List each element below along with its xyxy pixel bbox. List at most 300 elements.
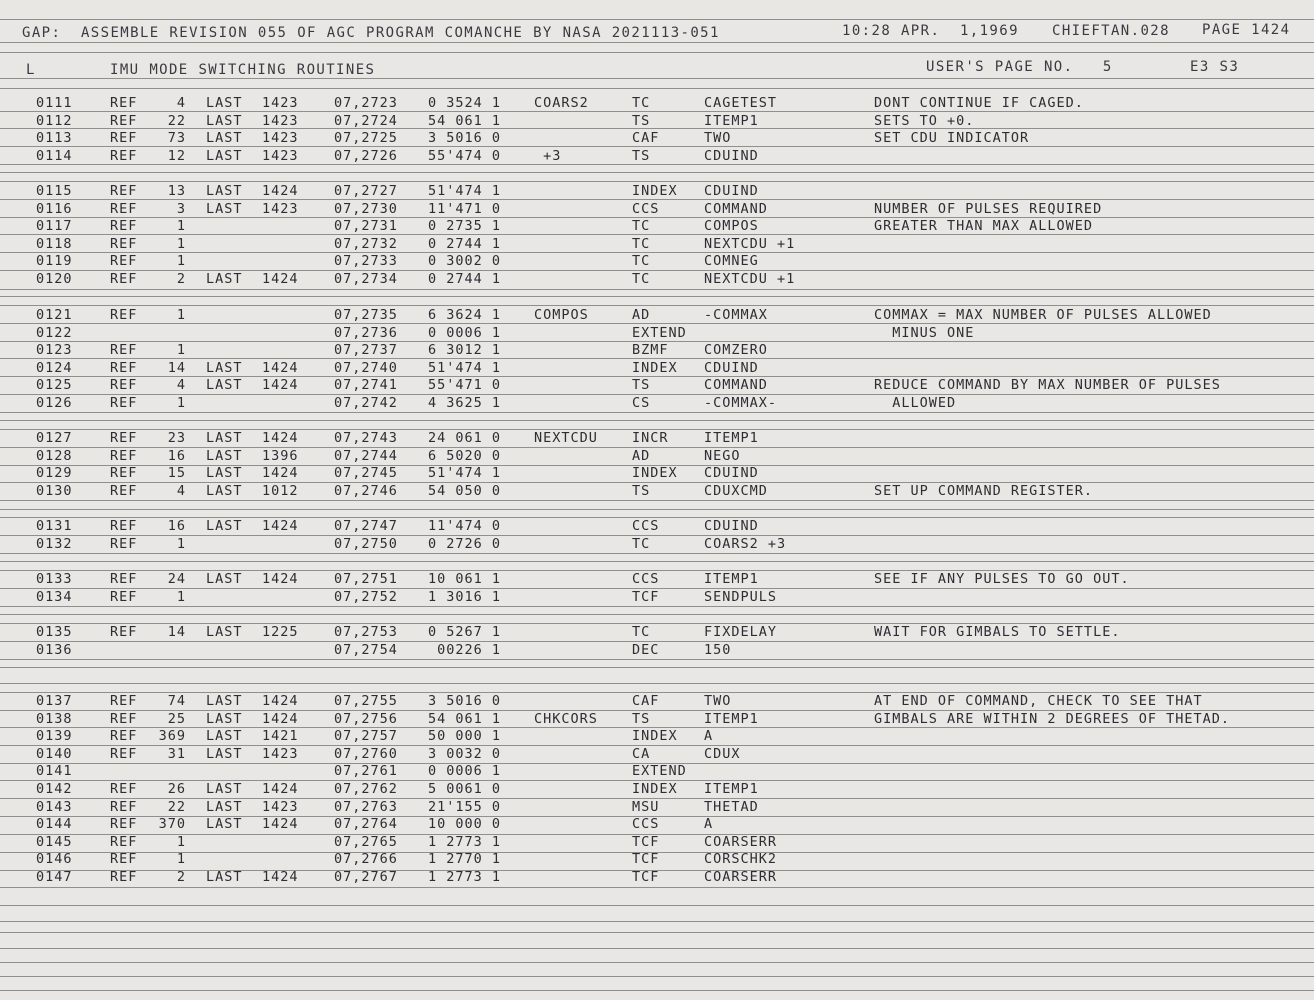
listing-seq: 0126: [36, 395, 73, 411]
listing-op: TC: [632, 235, 651, 252]
listing-operand: COARS2 +3: [704, 535, 787, 552]
listing-last: LAST: [206, 112, 243, 129]
listing-cnt: 23: [167, 430, 186, 446]
listing-seq: 0121: [36, 307, 73, 323]
listing-cnt: 4: [176, 482, 186, 499]
listing-lastn: 1423: [262, 798, 299, 815]
listing-operand: COMMAND: [704, 200, 768, 217]
ruled-line: [0, 172, 1314, 173]
listing-operand: 150: [704, 641, 732, 658]
listing-row: [0, 113, 1314, 131]
listing-lastn: 1423: [262, 130, 299, 147]
listing-lastn: 1424: [262, 816, 299, 833]
listing-ref: REF: [110, 342, 138, 359]
listing-title: GAP: ASSEMBLE REVISION 055 OF AGC PROGRAM COMANCHE BY NASA 2021113-051: [22, 25, 720, 41]
listing-cnt: 1: [176, 833, 186, 850]
listing-last: LAST: [206, 465, 243, 482]
listing-seq: 0123: [36, 342, 73, 359]
listing-seq: 0127: [36, 430, 73, 446]
listing-addr: 07,2766: [334, 851, 398, 868]
listing-comment: GREATER THAN MAX ALLOWED: [874, 218, 1094, 235]
listing-seq: 0147: [36, 869, 73, 885]
listing-cnt: 1: [176, 395, 186, 411]
listing-last: LAST: [206, 447, 243, 464]
listing-word: 0 0006 1: [428, 324, 502, 341]
listing-addr: 07,2764: [334, 816, 398, 833]
listing-operand: TWO: [704, 130, 732, 147]
listing-name: CHIEFTAN.028: [1052, 23, 1170, 39]
listing-word: 6 3012 1: [428, 342, 502, 359]
listing-row: [0, 377, 1314, 395]
listing-last: LAST: [206, 359, 243, 376]
listing-ref: REF: [110, 359, 138, 376]
listing-op: TCF: [632, 869, 660, 885]
listing-comment: COMMAX = MAX NUMBER OF PULSES ALLOWED: [874, 307, 1212, 323]
listing-word: 0 2726 0: [428, 535, 502, 552]
listing-row: [0, 518, 1314, 536]
listing-addr: 07,2723: [334, 95, 398, 111]
listing-lastn: 1225: [262, 624, 299, 640]
listing-addr: 07,2730: [334, 200, 398, 217]
listing-comment: SET UP COMMAND REGISTER.: [874, 482, 1094, 499]
listing-cnt: 14: [167, 359, 186, 376]
listing-lastn: 1424: [262, 359, 299, 376]
listing-lastn: 1424: [262, 377, 299, 394]
listing-op: DEC: [632, 641, 660, 658]
listing-label: COMPOS: [534, 307, 589, 323]
listing-ref: REF: [110, 798, 138, 815]
listing-time: 10:28 APR. 1,1969: [842, 23, 1019, 39]
listing-cnt: 2: [176, 271, 186, 287]
listing-op: TC: [632, 253, 651, 270]
listing-word: 6 5020 0: [428, 447, 502, 464]
listing-row: [0, 483, 1314, 501]
listing-op: TS: [632, 482, 651, 499]
listing-operand: CDUIND: [704, 359, 759, 376]
listing-cnt: 26: [167, 781, 186, 797]
user-page-number: USER'S PAGE NO. 5: [926, 59, 1113, 75]
listing-addr: 07,2755: [334, 693, 398, 709]
listing-operand: CDUIND: [704, 147, 759, 164]
listing-seq: 0137: [36, 693, 73, 709]
listing-operand: COMMAND: [704, 377, 768, 394]
listing-row: [0, 851, 1314, 869]
ruled-line: [0, 614, 1314, 615]
listing-cnt: 22: [167, 798, 186, 815]
listing-ref: REF: [110, 518, 138, 534]
listing-ref: REF: [110, 728, 138, 745]
listing-row: [0, 763, 1314, 781]
listing-cnt: 74: [167, 693, 186, 709]
listing-row: [0, 834, 1314, 852]
listing-lastn: 1424: [262, 430, 299, 446]
listing-cnt: 25: [167, 710, 186, 727]
listing-op: CCS: [632, 200, 660, 217]
listing-addr: 07,2752: [334, 588, 398, 605]
listing-addr: 07,2744: [334, 447, 398, 464]
listing-operand: CDUX: [704, 745, 741, 762]
listing-op: MSU: [632, 798, 660, 815]
listing-addr: 07,2760: [334, 745, 398, 762]
ruled-line: [0, 19, 1314, 20]
listing-word: 54 061 1: [428, 112, 502, 129]
listing-ref: REF: [110, 535, 138, 552]
listing-ref: REF: [110, 482, 138, 499]
section-code: E3 S3: [1190, 59, 1240, 75]
listing-addr: 07,2745: [334, 465, 398, 482]
listing-word: 3 0032 0: [428, 745, 502, 762]
listing-cnt: 4: [176, 95, 186, 111]
listing-row: [0, 711, 1314, 729]
listing-comment: SEE IF ANY PULSES TO GO OUT.: [874, 571, 1130, 587]
listing-lastn: 1424: [262, 183, 299, 199]
listing-ref: REF: [110, 781, 138, 797]
listing-op: AD: [632, 307, 651, 323]
ruled-line: [0, 289, 1314, 290]
listing-op: CAF: [632, 693, 660, 709]
ruled-line: [0, 181, 1314, 182]
listing-operand: ITEMP1: [704, 112, 759, 129]
listing-op: CCS: [632, 571, 660, 587]
listing-cnt: 2: [176, 869, 186, 885]
listing-addr: 07,2751: [334, 571, 398, 587]
listing-operand: SENDPULS: [704, 588, 778, 605]
listing-word: 50 000 1: [428, 728, 502, 745]
listing-ref: REF: [110, 112, 138, 129]
ruled-line: [0, 78, 1314, 79]
listing-seq: 0131: [36, 518, 73, 534]
listing-addr: 07,2746: [334, 482, 398, 499]
ruled-line: [0, 905, 1314, 906]
listing-label: +3: [534, 147, 562, 164]
listing-last: LAST: [206, 781, 243, 797]
listing-addr: 07,2741: [334, 377, 398, 394]
listing-row: [0, 465, 1314, 483]
listing-cnt: 16: [167, 518, 186, 534]
ruled-line: [0, 52, 1314, 53]
listing-ref: REF: [110, 147, 138, 164]
listing-op: CAF: [632, 130, 660, 147]
listing-lastn: 1424: [262, 571, 299, 587]
listing-seq: 0112: [36, 112, 73, 129]
listing-seq: 0146: [36, 851, 73, 868]
listing-seq: 0144: [36, 816, 73, 833]
listing-operand: -COMMAX-: [704, 395, 778, 411]
listing-row: [0, 642, 1314, 660]
listing-op: CCS: [632, 816, 660, 833]
ruled-line: [0, 948, 1314, 949]
listing-lastn: 1424: [262, 781, 299, 797]
listing-row: [0, 448, 1314, 466]
listing-op: TC: [632, 624, 651, 640]
listing-ref: REF: [110, 465, 138, 482]
listing-operand: NEXTCDU +1: [704, 271, 796, 287]
listing-cnt: 369: [158, 728, 186, 745]
listing-lastn: 1423: [262, 745, 299, 762]
listing-word: 1 2773 1: [428, 833, 502, 850]
listing-cnt: 31: [167, 745, 186, 762]
listing-word: 0 3002 0: [428, 253, 502, 270]
listing-operand: CDUIND: [704, 183, 759, 199]
listing-last: LAST: [206, 816, 243, 833]
listing-addr: 07,2765: [334, 833, 398, 850]
listing-operand: COARSERR: [704, 833, 778, 850]
listing-addr: 07,2724: [334, 112, 398, 129]
listing-cnt: 1: [176, 588, 186, 605]
listing-ref: REF: [110, 253, 138, 270]
listing-ref: REF: [110, 377, 138, 394]
ruled-line: [0, 921, 1314, 922]
listing-label: COARS2: [534, 95, 589, 111]
listing-ref: REF: [110, 833, 138, 850]
listing-word: 3 5016 0: [428, 130, 502, 147]
listing-op: TCF: [632, 588, 660, 605]
listing-lastn: 1423: [262, 95, 299, 111]
listing-word: 0 2744 1: [428, 235, 502, 252]
listing-word: 1 2770 1: [428, 851, 502, 868]
listing-row: [0, 130, 1314, 148]
listing-operand: CDUXCMD: [704, 482, 768, 499]
listing-row: [0, 201, 1314, 219]
listing-word: 55'474 0: [428, 147, 502, 164]
listing-row: [0, 781, 1314, 799]
listing-ref: REF: [110, 571, 138, 587]
listing-seq: 0135: [36, 624, 73, 640]
listing-op: TC: [632, 218, 651, 235]
listing-ref: REF: [110, 816, 138, 833]
listing-row: [0, 536, 1314, 554]
listing-lastn: 1423: [262, 147, 299, 164]
listing-word: 0 5267 1: [428, 624, 502, 640]
listing-seq: 0133: [36, 571, 73, 587]
listing-seq: 0113: [36, 130, 73, 147]
listing-word: 54 050 0: [428, 482, 502, 499]
listing-cnt: 22: [167, 112, 186, 129]
listing-comment: REDUCE COMMAND BY MAX NUMBER OF PULSES: [874, 377, 1221, 394]
listing-word: 6 3624 1: [428, 307, 502, 323]
listing-addr: 07,2726: [334, 147, 398, 164]
listing-seq: 0139: [36, 728, 73, 745]
listing-comment: SETS TO +0.: [874, 112, 975, 129]
listing-last: LAST: [206, 728, 243, 745]
listing-word: 0 2735 1: [428, 218, 502, 235]
listing-word: 0 2744 1: [428, 271, 502, 287]
listing-row: [0, 148, 1314, 166]
listing-seq: 0136: [36, 641, 73, 658]
listing-word: 11'474 0: [428, 518, 502, 534]
listing-op: CA: [632, 745, 651, 762]
listing-comment: MINUS ONE: [874, 324, 975, 341]
listing-last: LAST: [206, 624, 243, 640]
listing-row: [0, 869, 1314, 887]
listing-word: 55'471 0: [428, 377, 502, 394]
ruled-line: [0, 305, 1314, 306]
listing-operand: CAGETEST: [704, 95, 778, 111]
listing-lastn: 1424: [262, 518, 299, 534]
listing-last: LAST: [206, 482, 243, 499]
listing-row: [0, 342, 1314, 360]
listing-word: 00226 1: [428, 641, 502, 658]
listing-last: LAST: [206, 147, 243, 164]
listing-last: LAST: [206, 430, 243, 446]
listing-op: INDEX: [632, 781, 678, 797]
listing-comment: WAIT FOR GIMBALS TO SETTLE.: [874, 624, 1121, 640]
ruled-line: [0, 296, 1314, 297]
listing-word: 0 0006 1: [428, 763, 502, 780]
listing-seq: 0141: [36, 763, 73, 780]
ruled-line: [0, 932, 1314, 933]
listing-addr: 07,2756: [334, 710, 398, 727]
listing-op: INDEX: [632, 359, 678, 376]
listing-seq: 0132: [36, 535, 73, 552]
ruled-line: [0, 509, 1314, 510]
listing-row: [0, 693, 1314, 711]
listing-ref: REF: [110, 271, 138, 287]
listing-seq: 0120: [36, 271, 73, 287]
listing-word: 11'471 0: [428, 200, 502, 217]
ruled-line: [0, 976, 1314, 977]
listing-last: LAST: [206, 798, 243, 815]
listing-addr: 07,2747: [334, 518, 398, 534]
listing-row: [0, 430, 1314, 448]
listing-seq: 0119: [36, 253, 73, 270]
listing-cnt: 24: [167, 571, 186, 587]
listing-operand: CORSCHK2: [704, 851, 778, 868]
listing-comment: AT END OF COMMAND, CHECK TO SEE THAT: [874, 693, 1203, 709]
listing-last: LAST: [206, 869, 243, 885]
listing-seq: 0129: [36, 465, 73, 482]
listing-word: 51'474 1: [428, 183, 502, 199]
listing-operand: CDUIND: [704, 518, 759, 534]
listing-cnt: 1: [176, 253, 186, 270]
listing-addr: 07,2733: [334, 253, 398, 270]
listing-ref: REF: [110, 588, 138, 605]
listing-row: [0, 395, 1314, 413]
listing-operand: ITEMP1: [704, 430, 759, 446]
listing-comment: ALLOWED: [874, 395, 957, 411]
listing-row: [0, 571, 1314, 589]
listing-lastn: 1423: [262, 112, 299, 129]
listing-lastn: 1424: [262, 693, 299, 709]
listing-operand: NEXTCDU +1: [704, 235, 796, 252]
listing-operand: COMPOS: [704, 218, 759, 235]
listing-seq: 0114: [36, 147, 73, 164]
listing-word: 10 061 1: [428, 571, 502, 587]
listing-ref: REF: [110, 200, 138, 217]
listing-seq: 0138: [36, 710, 73, 727]
listing-word: 3 5016 0: [428, 693, 502, 709]
ruled-line: [0, 42, 1314, 43]
listing-row: [0, 218, 1314, 236]
listing-addr: 07,2734: [334, 271, 398, 287]
listing-op: TS: [632, 147, 651, 164]
listing-cnt: 1: [176, 535, 186, 552]
listing-seq: 0124: [36, 359, 73, 376]
listing-label: CHKCORS: [534, 710, 598, 727]
listing-operand: COMNEG: [704, 253, 759, 270]
listing-seq: 0140: [36, 745, 73, 762]
listing-comment: NUMBER OF PULSES REQUIRED: [874, 200, 1103, 217]
listing-cnt: 1: [176, 218, 186, 235]
listing-word: 51'474 1: [428, 359, 502, 376]
listing-cnt: 73: [167, 130, 186, 147]
listing-addr: 07,2743: [334, 430, 398, 446]
listing-mark: L: [26, 62, 36, 78]
listing-seq: 0116: [36, 200, 73, 217]
listing-row: [0, 624, 1314, 642]
listing-word: 5 0061 0: [428, 781, 502, 797]
listing-last: LAST: [206, 271, 243, 287]
listing-operand: THETAD: [704, 798, 759, 815]
listing-ref: REF: [110, 183, 138, 199]
listing-last: LAST: [206, 130, 243, 147]
listing-seq: 0134: [36, 588, 73, 605]
listing-row: [0, 307, 1314, 325]
listing-op: TC: [632, 271, 651, 287]
listing-seq: 0143: [36, 798, 73, 815]
ruled-line: [0, 88, 1314, 89]
listing-ref: REF: [110, 851, 138, 868]
listing-last: LAST: [206, 745, 243, 762]
listing-seq: 0115: [36, 183, 73, 199]
listing-last: LAST: [206, 571, 243, 587]
listing-row: [0, 325, 1314, 343]
listing-ref: REF: [110, 218, 138, 235]
listing-word: 24 061 0: [428, 430, 502, 446]
listing-operand: COARSERR: [704, 869, 778, 885]
listing-op: TS: [632, 377, 651, 394]
listing-row: [0, 95, 1314, 113]
listing-op: TC: [632, 535, 651, 552]
listing-row: [0, 271, 1314, 289]
listing-op: EXTEND: [632, 324, 687, 341]
listing-ref: REF: [110, 624, 138, 640]
listing-comment: SET CDU INDICATOR: [874, 130, 1030, 147]
listing-addr: 07,2737: [334, 342, 398, 359]
listing-word: 21'155 0: [428, 798, 502, 815]
listing-last: LAST: [206, 377, 243, 394]
listing-word: 1 2773 1: [428, 869, 502, 885]
listing-word: 4 3625 1: [428, 395, 502, 411]
listing-row: [0, 236, 1314, 254]
ruled-line: [0, 887, 1314, 888]
listing-word: 0 3524 1: [428, 95, 502, 111]
listing-operand: ITEMP1: [704, 710, 759, 727]
listing-cnt: 12: [167, 147, 186, 164]
listing-seq: 0117: [36, 218, 73, 235]
listing-op: TCF: [632, 833, 660, 850]
listing-seq: 0122: [36, 324, 73, 341]
listing-seq: 0125: [36, 377, 73, 394]
listing-ref: REF: [110, 95, 138, 111]
listing-op: CS: [632, 395, 651, 411]
listing-lastn: 1396: [262, 447, 299, 464]
listing-row: [0, 728, 1314, 746]
listing-cnt: 1: [176, 851, 186, 868]
listing-cnt: 3: [176, 200, 186, 217]
listing-operand: COMZERO: [704, 342, 768, 359]
listing-word: 51'474 1: [428, 465, 502, 482]
listing-cnt: 13: [167, 183, 186, 199]
page-number: PAGE 1424: [1202, 22, 1291, 38]
listing-label: NEXTCDU: [534, 430, 598, 446]
listing-last: LAST: [206, 518, 243, 534]
listing-seq: 0145: [36, 833, 73, 850]
listing-lastn: 1012: [262, 482, 299, 499]
listing-ref: REF: [110, 745, 138, 762]
listing-comment: DONT CONTINUE IF CAGED.: [874, 95, 1084, 111]
listing-lastn: 1424: [262, 271, 299, 287]
